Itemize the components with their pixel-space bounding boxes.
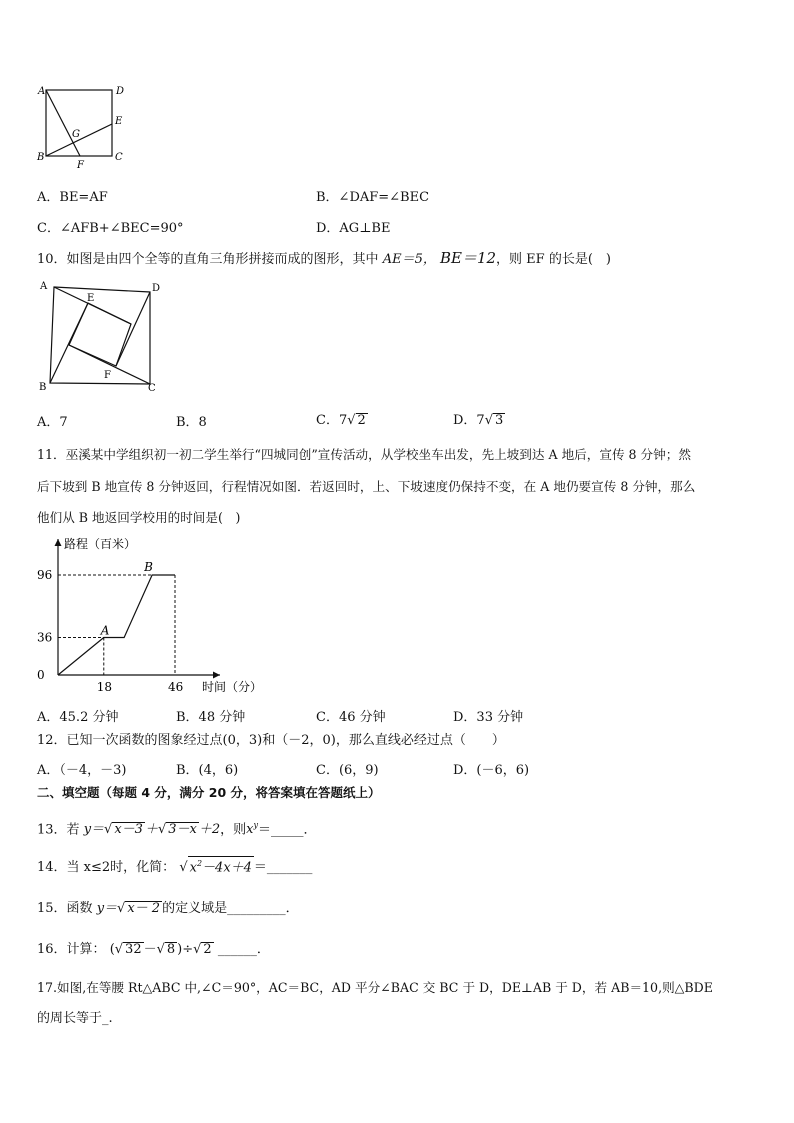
q9-label-c: C [115,152,123,163]
q9-option-a: A．BE=AF [37,190,108,205]
q10-label-e: E [87,293,95,304]
q10-option-c: C．7√ 2 [316,413,366,428]
q9-figure [36,84,136,170]
q9-label-d: D [116,86,125,97]
x-tick-label-46: 46 [168,680,184,694]
q13 [37,813,317,843]
q12-stem: 12．已知一次函数的图象经过点(0，3)和（－2，0)，那么直线必经过点（ ） [37,733,505,748]
q10-option-c-pre: C．7 [316,413,348,428]
q11-option-a: A．45.2 分钟 [37,710,119,725]
q10-option-a: A．7 [37,415,68,430]
point-label-a: A [100,623,110,638]
q16-formula: (√ 32 －√ 8 )÷√ 2 [109,942,212,957]
y-tick-label-0: 0 [37,668,45,682]
q10-be: BE＝12 [439,249,497,267]
q16-post: ______． [217,942,270,957]
q10-stem [37,245,611,273]
q17-line2: 的周长等于_. [37,1011,113,1026]
q10-figure [36,278,166,394]
q9-option-d: D．AG⊥BE [316,221,391,236]
y-tick-label-36: 36 [37,630,53,645]
section-fill-in-title: 二、填空题（每题 4 分，满分 20 分，将答案填在答题纸上） [37,785,381,800]
q10-label-d: D [152,283,161,294]
q11-option-c: C．46 分钟 [316,710,386,725]
q15-pre: 15．函数 [37,901,93,916]
point-label-b: B [144,560,153,574]
q11-line3: 他们从 B 地返回学校用的时间是( ) [37,510,241,525]
q17-line1: 17.如图,在等腰 Rt△ABC 中,∠C＝90°，AC＝BC，AD 平分∠BAC 交 BC 于 D，DE⊥AB 于 D，若 AB＝10,则△BDE [37,980,713,995]
q10-text-post: ，则 EF 的长是( ) [496,252,611,267]
q11-line2: 后下坡到 B 地宣传 8 分钟返回，行程情况如图．若返回时，上、下坡速度仍保持不变，在 A 地仍要宣传 8 分钟，那么 [37,479,696,494]
y-tick-label-96: 96 [37,568,53,582]
q15-post: 的定义域是_________． [162,901,299,916]
route-line [58,575,175,675]
q11-line1: 11．巫溪某中学组织初一初二学生举行“四城同创”宣传活动，从学校坐车出发，先上坡到达 A 地后，宣传 8 分钟；然 [37,447,691,462]
q14-pre: 14．当 x≤2时，化简： [37,860,176,875]
q12-option-d: D．(－6，6) [453,763,530,778]
q9-label-f: F [77,160,84,170]
q9-option-b: B．∠DAF=∠BEC [316,190,430,205]
q11-chart [30,533,280,698]
q16 [37,937,270,963]
q10-option-c-rad: 2 [357,413,366,428]
q14-post: ＝_______ [253,860,313,875]
q15 [37,896,299,922]
q13-formula: y＝√ x－3 ＋√ 3－x ＋2 [83,822,221,838]
q9-label-a: A [38,86,46,97]
x-tick-label-18: 18 [96,680,113,694]
q10-label-f: F [104,370,111,381]
q10-label-c: C [148,383,156,394]
q9-label-e: E [115,116,123,127]
q10-label-b: B [39,382,47,393]
q13-pre: 13．若 [37,822,80,838]
q9-option-c: C．∠AFB+∠BEC=90° [37,221,184,236]
q13-xy: $x^y$ [246,821,259,838]
q9-label-b: B [37,152,45,163]
q14-formula: √ $x^2-4x+4$ [179,860,254,875]
q10-text-pre: 10．如图是由四个全等的直角三角形拼接而成的图形，其中 [37,252,379,267]
q10-option-d-pre: D．7 [453,413,485,428]
q11-option-b: B．48 分钟 [176,710,246,725]
q11-option-d: D．33 分钟 [453,710,524,725]
q12-option-a: A．（－4，－3) [37,763,127,778]
y-axis-label: 路程（百米） [64,537,137,551]
q14 [37,855,312,881]
q10-option-d-rad: 3 [495,413,504,428]
q9-label-g: G [72,129,80,140]
q16-pre: 16．计算： [37,942,106,957]
q10-option-d: D．7√ 3 [453,413,504,428]
q13-post: ＝_____． [258,822,317,838]
q15-formula: y＝√ x－ 2 [96,901,161,916]
q10-ae: AE＝5， [382,252,436,267]
q12-option-b: B．(4，6) [176,763,239,778]
x-axis-label: 时间（分） [202,680,263,694]
q10-label-a: A [40,281,48,292]
q10-option-b: B．8 [176,415,207,430]
q12-option-c: C．(6，9) [316,763,379,778]
q13-post-pre: ，则 [220,822,247,838]
